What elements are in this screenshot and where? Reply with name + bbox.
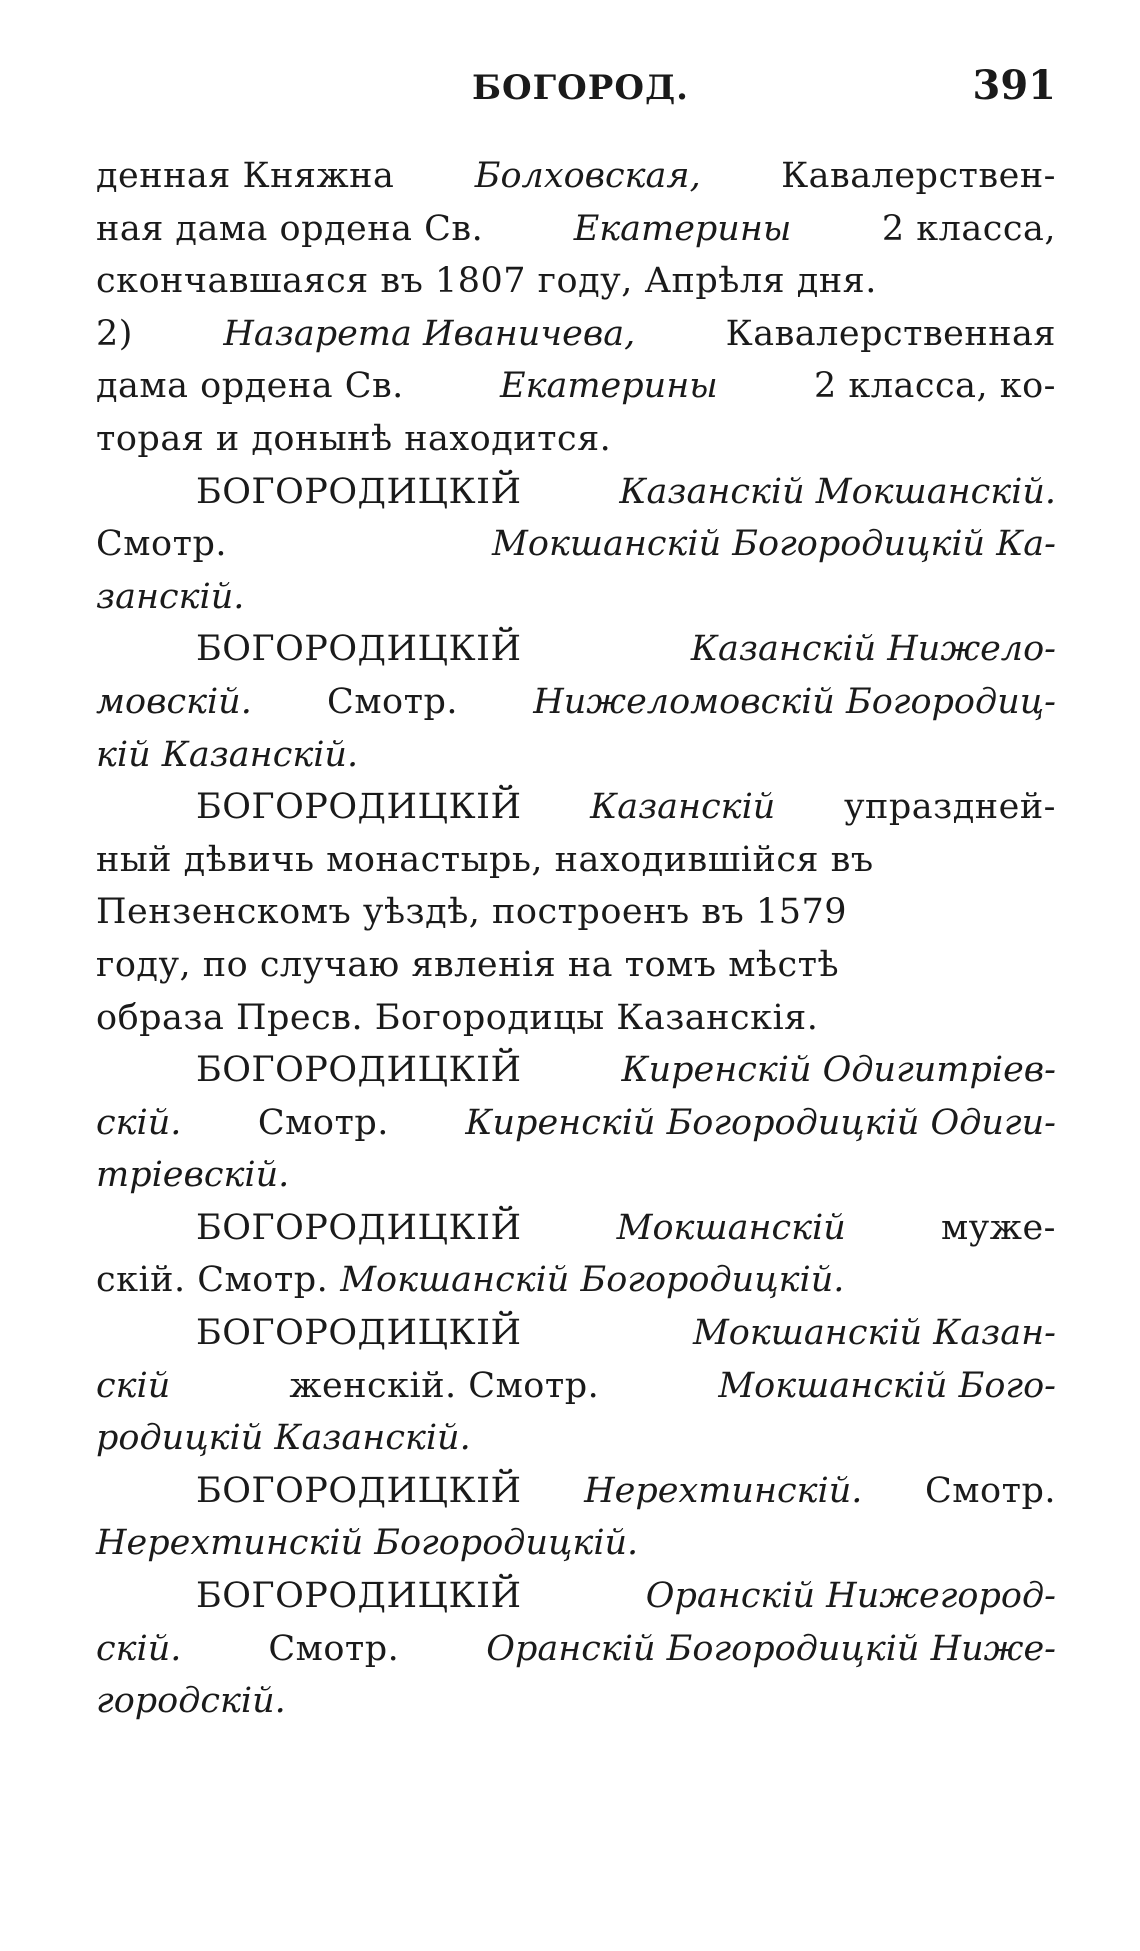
text-segment: БОГОРОДИЦКІЙ [196,787,522,828]
italic-segment: Мокшанскій Богородицкій. [340,1260,845,1301]
text-line [96,203,1056,256]
text-line [96,1570,1056,1623]
text-segment: Смотр. [96,524,227,565]
text-line [96,729,1056,782]
italic-segment: Болховская, [474,156,701,196]
italic-segment: Оранскій Богородицкій Ниже- [486,1628,1056,1669]
text-segment: Пензенскомъ уѣздѣ, построенъ въ 1579 [96,892,848,933]
text-segment: Смотр. [257,1102,389,1143]
text-segment: Смотр. [925,1470,1056,1511]
italic-segment: Мокшанскій Бого- [718,1365,1056,1406]
text-segment: ный дѣвичь монастырь, находившійся въ [96,839,874,880]
text-segment: БОГОРОДИЦКІЙ [196,629,522,670]
italic-segment: Нерехтинскій. [584,1470,863,1511]
italic-segment: Мокшанскій Казан- [692,1313,1056,1354]
italic-segment: Екатерины [573,208,792,249]
italic-segment: скій. [96,1628,182,1669]
text-line [96,1202,1056,1255]
text-segment: году, по случаю явленія на томъ мѣстѣ [96,944,840,985]
text-segment: скій. Смотр. [96,1260,329,1301]
text-line [96,1517,1056,1570]
body-text [96,150,1056,1728]
text-line [96,676,1056,729]
italic-segment: Екатерины [500,366,718,407]
text-line [96,413,1056,466]
running-head [96,62,1056,122]
text-segment: упраздней- [843,787,1056,828]
text-segment: скончавшаяся въ 1807 году, Апрѣля дня. [96,261,877,302]
running-head-title: БОГОРОД. [472,68,690,108]
text-segment: 2) [96,313,133,354]
text-segment: Смотр. [327,681,459,722]
text-line [96,466,1056,519]
italic-segment: Киренскій Богородицкій Одиги- [465,1102,1056,1143]
page-number: 391 [972,62,1056,109]
text-line [96,571,1056,624]
text-segment: образа Пресв. Богородицы Казанскія. [96,997,819,1038]
text-segment: денная Княжна [96,156,395,196]
italic-segment: тріевскій. [96,1155,290,1196]
text-line [96,623,1056,676]
text-line [96,834,1056,887]
text-segment: дама ордена Св. [96,366,404,407]
italic-segment: скій [96,1365,171,1406]
text-line [96,1623,1056,1676]
text-segment: БОГОРОДИЦКІЙ [196,1207,522,1248]
text-line [96,1044,1056,1097]
text-segment: 2 класса, ко- [814,366,1056,407]
text-segment: торая и донынѣ находится. [96,418,612,459]
italic-segment: Нерехтинскій Богородицкій. [96,1523,639,1564]
text-segment: Смотр. [268,1628,400,1669]
text-segment: женскій. Смотр. [289,1365,600,1406]
italic-segment: Казанскій Нижело- [690,629,1056,670]
text-line [96,1675,1056,1728]
italic-segment: Киренскій Одигитріев- [621,1050,1056,1091]
text-line [96,1465,1056,1518]
italic-segment: Оранскій Нижегород- [645,1576,1056,1617]
italic-segment: Нижеломовскій Богородиц- [533,681,1056,722]
text-line [96,886,1056,939]
text-segment: Кавалерственная [725,313,1056,354]
text-line [96,518,1056,571]
text-line [96,1412,1056,1465]
text-line [96,255,1056,308]
italic-segment: Мокшанскій Богородицкій Ка- [492,524,1056,565]
text-line [96,1307,1056,1360]
italic-segment: мовскій. [96,681,252,722]
text-line [96,1254,1056,1307]
text-segment: Кавалерствен- [781,156,1056,196]
text-segment: ная дама ордена Св. [96,208,484,249]
text-line [96,1360,1056,1413]
text-segment: БОГОРОДИЦКІЙ [196,471,522,512]
italic-segment: родицкій Казанскій. [96,1418,471,1459]
italic-segment: городскій. [96,1681,286,1722]
italic-segment: Мокшанскій [616,1207,846,1248]
italic-segment: Назарета Иваничева, [223,313,636,354]
text-segment: БОГОРОДИЦКІЙ [196,1050,522,1091]
text-segment: БОГОРОДИЦКІЙ [196,1313,522,1354]
italic-segment: Казанскій [590,787,776,828]
text-line [96,150,1056,203]
text-segment: БОГОРОДИЦКІЙ [196,1576,522,1617]
italic-segment: занскій. [96,576,245,617]
text-segment: 2 класса, [881,208,1056,249]
text-line [96,1097,1056,1150]
text-line [96,308,1056,361]
text-line [96,992,1056,1045]
italic-segment: кій Казанскій. [96,734,359,775]
text-line [96,781,1056,834]
text-segment: БОГОРОДИЦКІЙ [196,1470,522,1511]
italic-segment: Казанскій Мокшанскій. [619,471,1056,512]
text-line [96,360,1056,413]
text-line [96,939,1056,992]
italic-segment: скій. [96,1102,182,1143]
text-segment: муже- [940,1207,1056,1248]
text-line [96,1149,1056,1202]
